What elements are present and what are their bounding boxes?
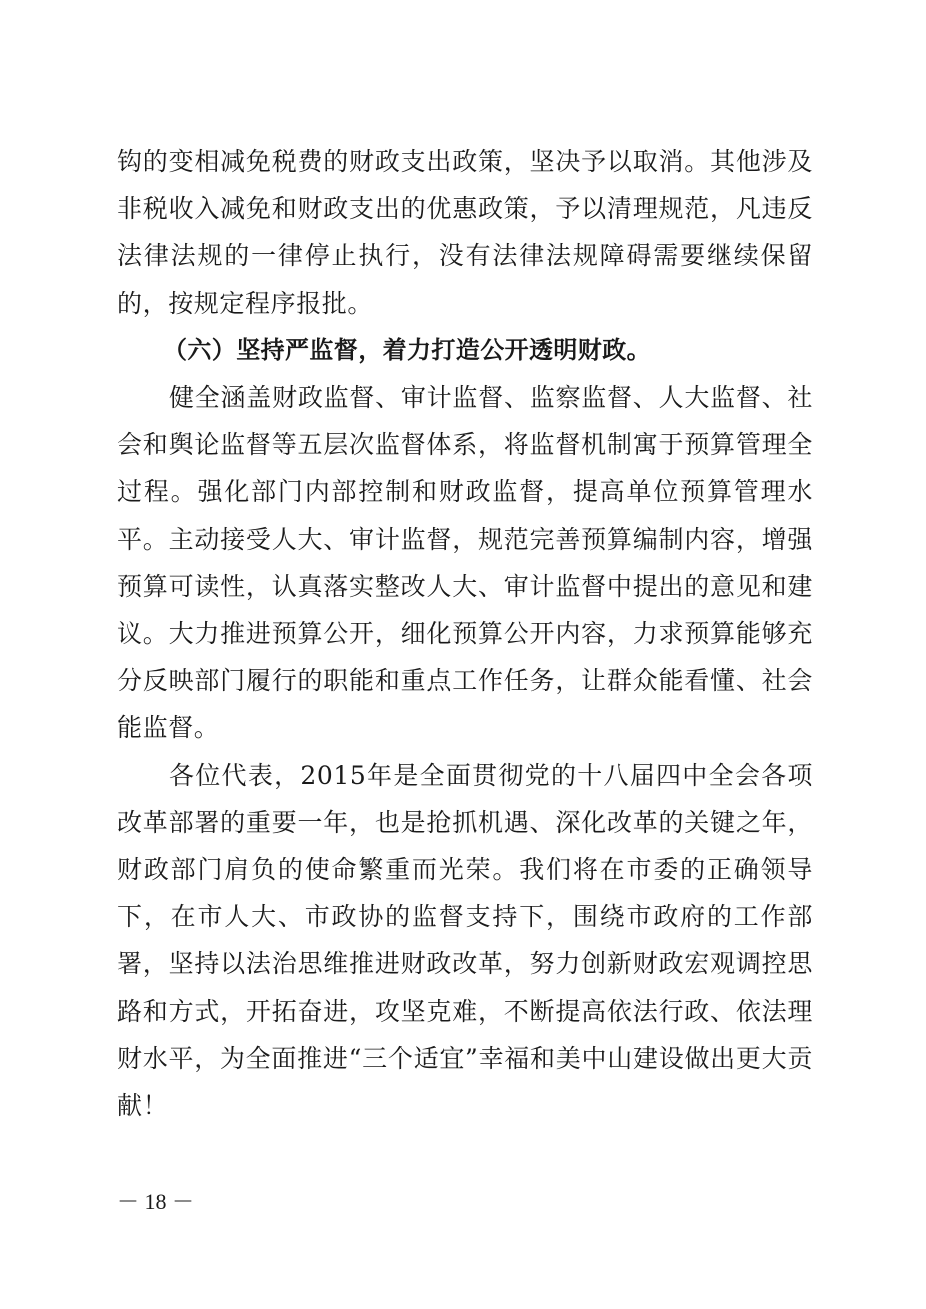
document-body xyxy=(117,138,813,1129)
paragraph-continuation: 钩的变相减免税费的财政支出政策，坚决予以取消。其他涉及非税收入减免和财政支出的优惠政策，予以清理规范，凡违反法律法规的一律停止执行，没有法律法规障碍需要继续保留的，按规定程序报批。 xyxy=(117,147,813,318)
paragraph-closing: 各位代表，2015年是全面贯彻党的十八届四中全会各项改革部署的重要一年，也是抢抓机遇、深化改革的关键之年，财政部门肩负的使命繁重而光荣。我们将在市委的正确领导下，在市人大、市政协的监督支持下，围绕市政府的工作部署，坚持以法治思维推进财政改革，努力创新财政宏观调控思路和方式，开拓奋进，攻坚克难，不断提高依法行政、依法理财水平，为全面推进“三个适宜”幸福和美中山建设做出更大贡献！ xyxy=(117,760,813,1121)
paragraph-supervision: 健全涵盖财政监督、审计监督、监察监督、人大监督、社会和舆论监督等五层次监督体系，将监督机制寓于预算管理全过程。强化部门内部控制和财政监督，提高单位预算管理水平。主动接受人大、审计监督，规范完善预算编制内容，增强预算可读性，认真落实整改人大、审计监督中提出的意见和建议。大力推进预算公开，细化预算公开内容，力求预算能够充分反映部门履行的职能和重点工作任务，让群众能看懂、社会能监督。 xyxy=(117,383,813,743)
section-heading: （六）坚持严监督，着力打造公开透明财政。 xyxy=(163,335,651,364)
page-number: － 18 － xyxy=(117,1189,195,1214)
